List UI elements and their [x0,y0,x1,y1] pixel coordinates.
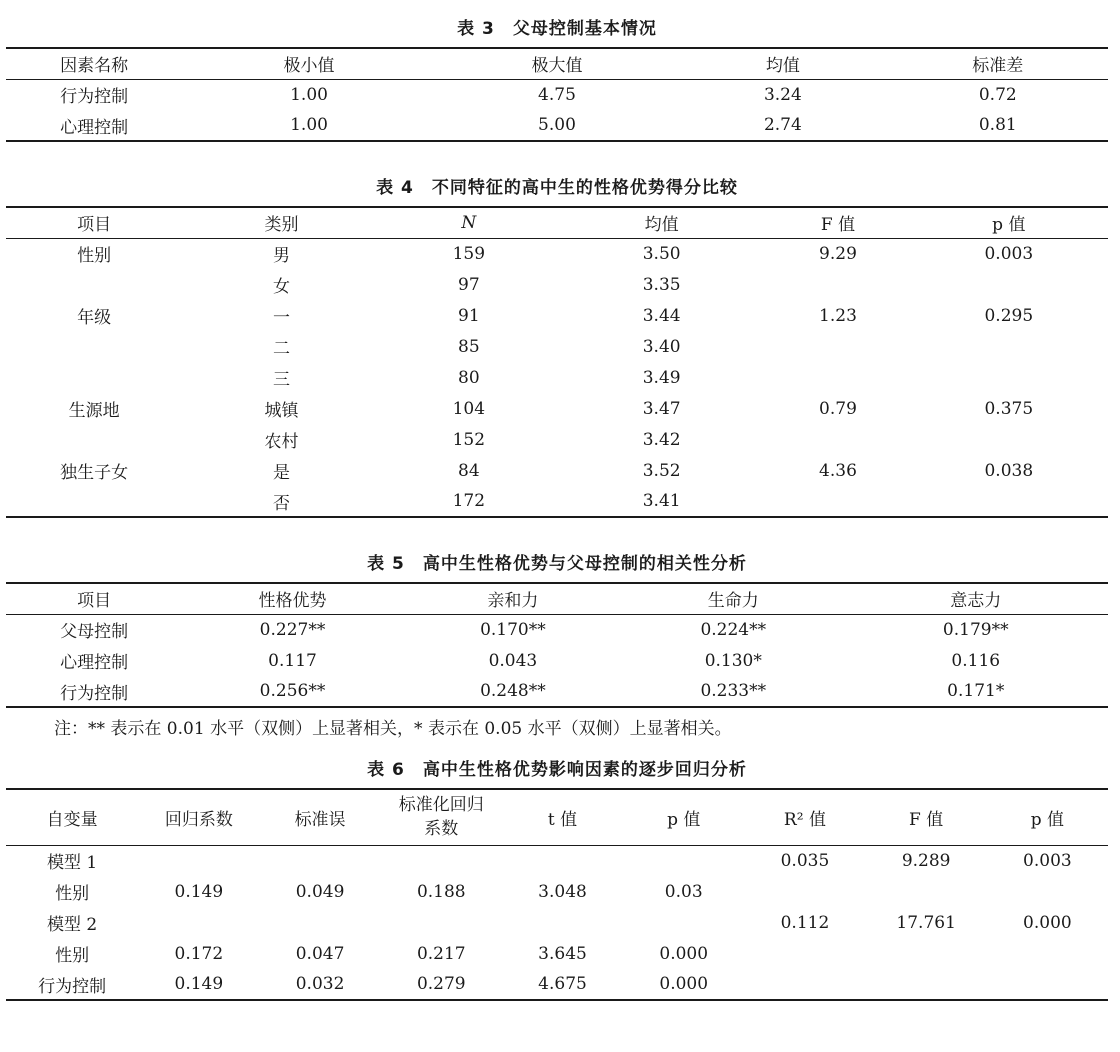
table3-header-sd: 标准差 [888,48,1108,79]
table-cell: 0.03 [664,881,703,902]
table-cell [910,269,1108,300]
table-cell: 0.224** [700,619,767,640]
table-cell: 9.289 [901,850,951,871]
table4-header-mean: 均值 [557,207,766,238]
table-cell: 0.032 [295,974,345,994]
table-cell: 一 [272,308,290,328]
table-cell: 0.149 [174,974,224,994]
table-cell: 0.171* [947,681,1005,701]
table5-header-willpower: 意志力 [843,583,1108,614]
table-cell: 0.256** [259,681,326,701]
table-cell: 91 [458,305,480,326]
table-cell: 0.79 [819,398,857,419]
table6-header-r2: R² 值 [744,789,865,845]
table-cell: 0.049 [295,881,345,902]
table-cell: 17.761 [896,912,956,933]
table-row [6,614,1108,645]
table-cell: 3.41 [642,491,681,511]
table-row [6,645,1108,676]
table-cell: 84 [458,460,480,481]
table-cell: 模型 1 [47,853,98,874]
table-cell: 0.279 [416,974,466,994]
table-cell: 0.043 [488,650,538,671]
table-cell: 0.149 [174,881,224,902]
table-cell: 2.74 [763,115,802,135]
table-cell: 男 [272,246,290,267]
table-cell: 心理控制 [60,117,129,138]
table-row [6,362,1108,393]
table-cell [6,424,182,455]
table-cell: 3.47 [642,398,681,419]
table6-header-t: t 值 [502,789,623,845]
table-cell [623,907,744,938]
table-cell: 性别 [55,946,90,966]
table-cell: 3.49 [642,367,681,388]
table-cell [910,424,1108,455]
table-cell: 3.645 [538,943,587,964]
table-cell: 三 [272,370,290,390]
table-cell [259,907,380,938]
table-cell: 172 [452,491,486,511]
table-cell: 0.233** [700,681,767,701]
table-cell: 性别 [77,246,112,267]
table-row [6,486,1108,517]
table5-header-vitality: 生命力 [623,583,843,614]
table-cell: 3.24 [763,84,802,105]
table-cell: 1.00 [290,84,328,105]
table-cell [766,486,909,517]
table4-header-n: N [381,207,557,238]
table-cell: 年级 [77,308,112,328]
table4-header-category: 类别 [182,207,380,238]
table5-caption: 表 5 高中生性格优势与父母控制的相关性分析 [367,554,747,574]
table-cell [381,907,502,938]
table-cell [866,876,987,907]
table-cell [766,424,909,455]
table5-header-item: 项目 [6,583,182,614]
table-cell: 152 [452,429,486,450]
table6-header-std-coef-line1: 标准化回归 [398,795,484,816]
table-cell: 0.179** [942,619,1009,640]
table-cell: 0.112 [780,912,830,933]
table-cell [766,331,909,362]
table-cell: 0.000 [659,974,709,994]
table-cell: 0.81 [978,115,1017,135]
table-cell: 1.00 [290,115,328,135]
table-cell: 9.29 [819,243,857,264]
table-row [6,969,1108,1000]
table-cell [910,486,1108,517]
table-cell [987,876,1108,907]
table-cell [866,969,987,1000]
table-cell: 心理控制 [60,653,129,673]
table-cell: 0.038 [984,460,1034,481]
table-cell [744,969,865,1000]
table-cell [6,269,182,300]
table-cell: 城镇 [264,401,299,421]
table-cell: 3.40 [642,336,681,357]
table-cell: 农村 [264,432,299,452]
table-cell [866,938,987,969]
table6-header-p: p 值 [623,789,744,845]
table-cell: 80 [458,367,480,388]
table-row [6,455,1108,486]
table-cell: 行为控制 [60,683,129,704]
table-cell: 0.375 [984,398,1034,419]
table4-header-f: F 值 [766,207,909,238]
table4-header-item: 项目 [6,207,182,238]
table-cell: 0.72 [978,84,1017,105]
table-row [6,907,1108,938]
table-cell: 0.248** [480,681,546,701]
table3-header-mean: 均值 [678,48,887,79]
table4-header-p: p 值 [910,207,1108,238]
table-row [6,938,1108,969]
table-row [6,300,1108,331]
table-cell: 3.44 [642,305,681,326]
table-row [6,676,1108,707]
table-cell: 0.000 [1023,912,1072,933]
table4-caption: 表 4 不同特征的高中生的性格优势得分比较 [376,178,738,198]
table6-header-f: F 值 [866,789,987,845]
table-cell [766,269,909,300]
table-cell: 3.42 [642,429,681,450]
table-cell: 5.00 [538,115,576,135]
table-cell [910,331,1108,362]
table-row [6,110,1108,141]
table6-header-coef: 回归系数 [138,789,259,845]
table-cell: 生源地 [68,401,120,421]
table-cell [744,876,865,907]
table3-header-max: 极大值 [436,48,678,79]
table-cell: 否 [272,493,290,514]
table5-header-affinity: 亲和力 [403,583,623,614]
table-cell: 父母控制 [60,622,129,643]
table-cell: 97 [458,274,480,295]
table6-header-variable: 自变量 [6,789,138,845]
table-cell: 0.116 [951,650,1001,671]
table-cell [987,938,1108,969]
table6-header-se: 标准误 [259,789,380,845]
table-cell: 二 [272,339,290,359]
table-cell: 0.035 [780,850,830,871]
table-row [6,238,1108,269]
table-cell: 是 [272,463,290,483]
table-cell: 0.047 [295,943,345,964]
table-cell: 0.172 [174,943,224,964]
table-cell: 0.117 [268,650,317,671]
table-cell: 0.003 [984,243,1034,264]
table-cell [623,845,744,876]
table-cell [138,907,259,938]
table-row [6,424,1108,455]
table-cell [766,362,909,393]
table-cell [744,938,865,969]
table6-header-std-coef-line2: 系数 [424,819,459,840]
table-cell: 3.50 [642,243,681,264]
table-cell: 0.217 [416,943,466,964]
table3-header-factor: 因素名称 [6,48,182,79]
table3 [6,47,1108,142]
table5-header-character: 性格优势 [182,583,402,614]
table-row [6,876,1108,907]
table-cell: 0.000 [659,943,709,964]
table5-note: 注：** 表示在 0.01 水平（双侧）上显著相关，* 表示在 0.05 水平（双侧）上显著相关。 [54,719,732,739]
table-cell [987,969,1108,1000]
table6-caption: 表 6 高中生性格优势影响因素的逐步回归分析 [367,760,747,780]
table-cell: 4.75 [538,84,576,105]
table5 [6,582,1108,708]
table-row [6,79,1108,110]
table-cell: 104 [452,398,486,419]
document-page [6,0,1108,1001]
table-cell [381,845,502,876]
table-cell: 行为控制 [38,976,107,997]
table-row [6,331,1108,362]
table-cell: 0.227** [259,619,326,640]
table6-header-std-coef [381,789,502,845]
table-cell [910,362,1108,393]
table6 [6,788,1108,1001]
table-cell: 0.130* [704,650,762,671]
table-row [6,393,1108,424]
table-cell: 性别 [55,884,90,904]
table-cell [502,907,623,938]
table3-caption: 表 3 父母控制基本情况 [457,19,657,39]
table-cell: 4.675 [538,974,587,994]
table-cell [138,845,259,876]
table-cell: 3.35 [642,274,681,295]
table-cell: 模型 2 [47,915,98,935]
table4 [6,206,1108,518]
table-row [6,845,1108,876]
table-cell: 0.188 [416,881,466,902]
table-cell: 独生子女 [60,463,129,483]
table-cell: 行为控制 [60,87,129,108]
table-cell [6,331,182,362]
table-cell: 0.295 [984,305,1034,326]
table-cell: 3.048 [538,881,587,902]
table-cell [6,486,182,517]
table-cell [259,845,380,876]
table-cell: 1.23 [819,305,857,326]
table6-header-p2: p 值 [987,789,1108,845]
table-cell: 0.003 [1023,850,1072,871]
table-cell: 3.52 [642,460,681,481]
table-cell: 0.170** [480,619,546,640]
table-cell [502,845,623,876]
table-cell: 159 [452,243,486,264]
table3-header-min: 极小值 [182,48,435,79]
table-cell: 85 [458,336,480,357]
table-cell: 4.36 [819,460,857,481]
table-row [6,269,1108,300]
table-cell [6,362,182,393]
table-cell: 女 [272,277,290,297]
